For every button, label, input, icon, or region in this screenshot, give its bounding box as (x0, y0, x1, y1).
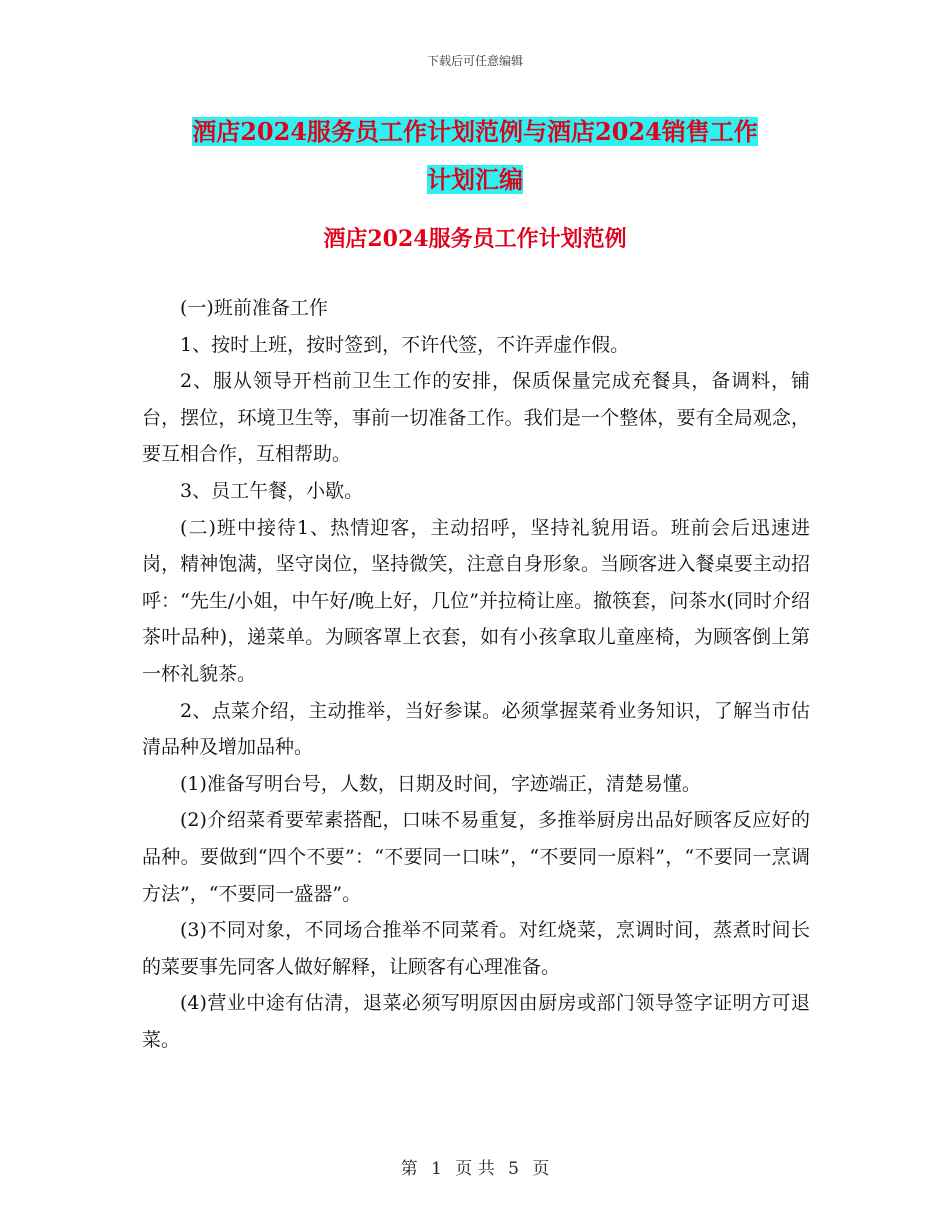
page-mid: 页 共 (455, 1159, 495, 1179)
paragraph: 3、员工午餐，小歇。 (180, 479, 364, 502)
document-title (140, 108, 810, 204)
paragraph: 2、服从领导开档前卫生工作的安排，保质保量完成充餐具，备调料，铺台，摆位，环境卫生等，事前一切准备工作。我们是一个整体，要有全局观念，要互相合作，互相帮助。 (142, 370, 810, 466)
paragraph: (3)不同对象，不同场合推举不同菜肴。对红烧菜，烹调时间，蒸煮时间长的菜要事先同客人做好解释，让顾客有心理准备。 (142, 919, 810, 978)
page-suffix: 页 (532, 1159, 550, 1179)
paragraph: (4)营业中途有估清，退菜必须写明原因由厨房或部门领导签字证明方可退菜。 (142, 992, 810, 1051)
page-current: 1 (431, 1159, 442, 1179)
paragraph: 1、按时上班，按时签到，不许代签，不许弄虚作假。 (180, 333, 630, 356)
page-header-note: 下载后可任意编辑 (426, 54, 523, 68)
paragraph: 2、点菜介绍，主动推举，当好参谋。必须掌握菜肴业务知识，了解当市估清品种及增加品种。 (142, 699, 810, 759)
page-prefix: 第 (400, 1159, 418, 1179)
page-total: 5 (508, 1159, 519, 1179)
section-title: 酒店2024服务员工作计划范例 (323, 226, 627, 252)
paragraph: (二)班中接待1、热情迎客，主动招呼，坚持礼貌用语。班前会后迅速进岗，精神饱满，坚守岗位，坚持微笑，注意自身形象。当顾客进入餐桌要主动招呼：“先生/小姐，中午好/晚上好，几位”并拉椅让座。撤筷套，问茶水(同时介绍茶叶品种)，递菜单。为顾客罩上衣套，如有小孩拿取儿童座椅，为顾客倒上第一杯礼貌茶。 (142, 516, 810, 685)
paragraph: (2)介绍菜肴要荤素搭配，口味不易重复，多推举厨房出品好顾客反应好的品种。要做到“四个不要”：“不要同一口味”，“不要同一原料”，“不要同一烹调方法”，“不要同一盛器”。 (142, 809, 810, 905)
paragraph: (1)准备写明台号，人数，日期及时间，字迹端正，清楚易懂。 (180, 772, 701, 795)
title-line-2: 计划汇编 (427, 165, 523, 194)
title-line-1: 酒店2024服务员工作计划范例与酒店2024销售工作 (192, 117, 758, 146)
body-text (142, 290, 810, 1058)
paragraph: (一)班前准备工作 (180, 297, 328, 319)
page-number (0, 1154, 950, 1179)
